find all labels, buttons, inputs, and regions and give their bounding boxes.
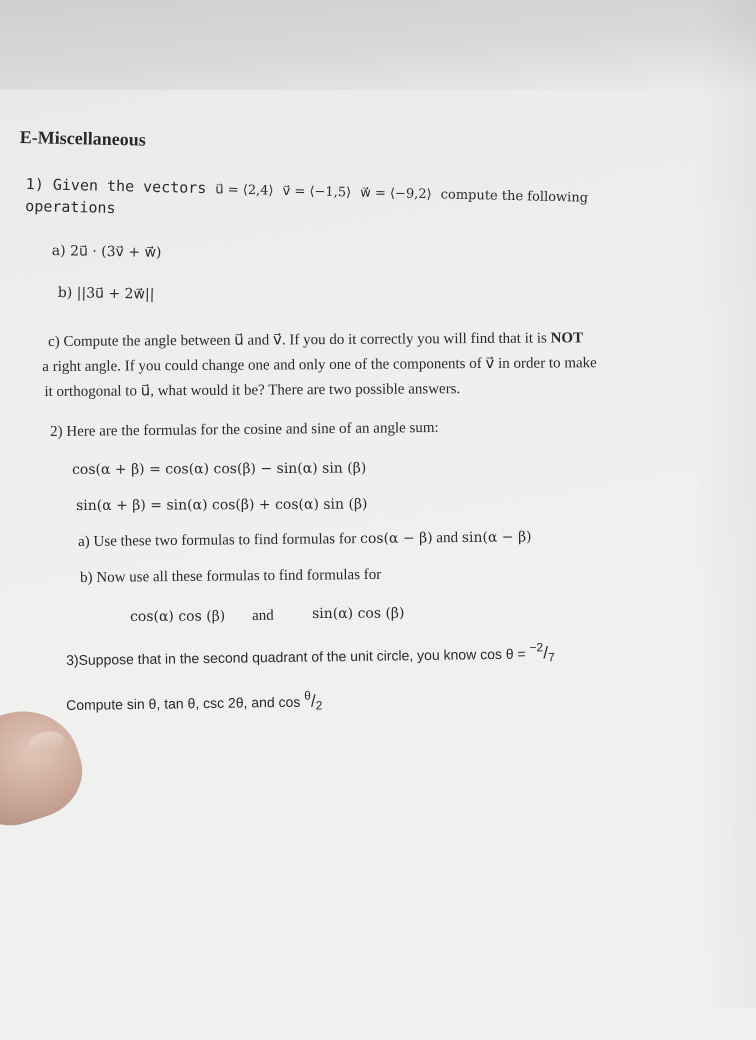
q1-c-u2: u⃗: [140, 383, 151, 400]
q1-line2: operations: [25, 196, 116, 218]
q1-suffix: compute the following: [440, 187, 589, 206]
q3-frac-denominator: 7: [547, 650, 555, 665]
q2-a-and: and: [432, 529, 462, 547]
q3-frac-slash: /: [543, 643, 549, 663]
q3-frac-numerator: −2: [529, 640, 544, 655]
q1-c-line3-b: , what would it be? There are two possible answers.: [150, 381, 461, 400]
paper-right-shading: [696, 0, 756, 1008]
q2-expr1: cos(α) cos (β): [130, 608, 226, 625]
q2-expr2: sin(α) cos (β): [312, 605, 405, 622]
vector-v-definition: v⃗ = ⟨−1,5⟩: [282, 183, 352, 201]
question-3-compute: [66, 688, 323, 715]
q1-c-not: NOT: [550, 330, 584, 347]
q1-c-v1: v⃗: [272, 332, 282, 349]
q3-half-denominator: 2: [315, 698, 323, 713]
paper-top-shading: [0, 0, 756, 90]
section-heading: E-Miscellaneous: [19, 127, 146, 150]
q3-line2: Compute sin θ, tan θ, csc 2θ, and cos: [66, 693, 305, 713]
q1-c-u1: u⃗: [234, 332, 244, 349]
q1-c-line1-a: c) Compute the angle between: [48, 332, 235, 350]
vector-w-definition: w⃗ = ⟨−9,2⟩: [359, 185, 432, 203]
q1-prefix: 1) Given the vectors: [25, 174, 207, 198]
q2-part-b: b) Now use all these formulas to find formulas for: [80, 566, 382, 586]
q2-a-math1: cos(α − β): [360, 530, 433, 548]
q3-line1: 3)Suppose that in the second quadrant of the unit circle, you know cos θ =: [66, 645, 530, 668]
q2-formula-cos: cos(α + β) = cos(α) cos(β) − sin(α) sin (β): [72, 460, 367, 478]
q2-formula-sin: sin(α + β) = sin(α) cos(β) + cos(α) sin (β): [76, 496, 368, 514]
q2-a-math2: sin(α − β): [461, 529, 532, 546]
q1-part-b: b) ||3u⃗ + 2w⃗||: [57, 285, 155, 303]
q1-part-c: [42, 326, 597, 405]
q1-c-line2-b: in order to make: [494, 355, 597, 372]
q1-c-line1-b: . If you do it correctly you will find that it is: [281, 330, 551, 349]
q1-c-v2: v⃗: [485, 355, 495, 372]
q2-a-text: a) Use these two formulas to find formulas for: [78, 531, 361, 550]
q3-half-slash: /: [310, 691, 316, 711]
q1-c-line2-a: a right angle. If you could change one and only one of the components of: [42, 355, 486, 376]
q1-c-line3-a: it orthogonal to: [44, 383, 141, 401]
q3-half-numerator: θ: [304, 688, 311, 703]
vector-u-definition: u⃗ = ⟨2,4⟩: [215, 182, 274, 199]
q2-and-word: and: [252, 607, 274, 624]
q2-intro: 2) Here are the formulas for the cosine and sine of an angle sum:: [50, 419, 439, 440]
q1-part-a: a) 2u⃗ · (3v⃗ + w⃗): [51, 243, 162, 261]
q1-c-and: and: [243, 332, 274, 349]
